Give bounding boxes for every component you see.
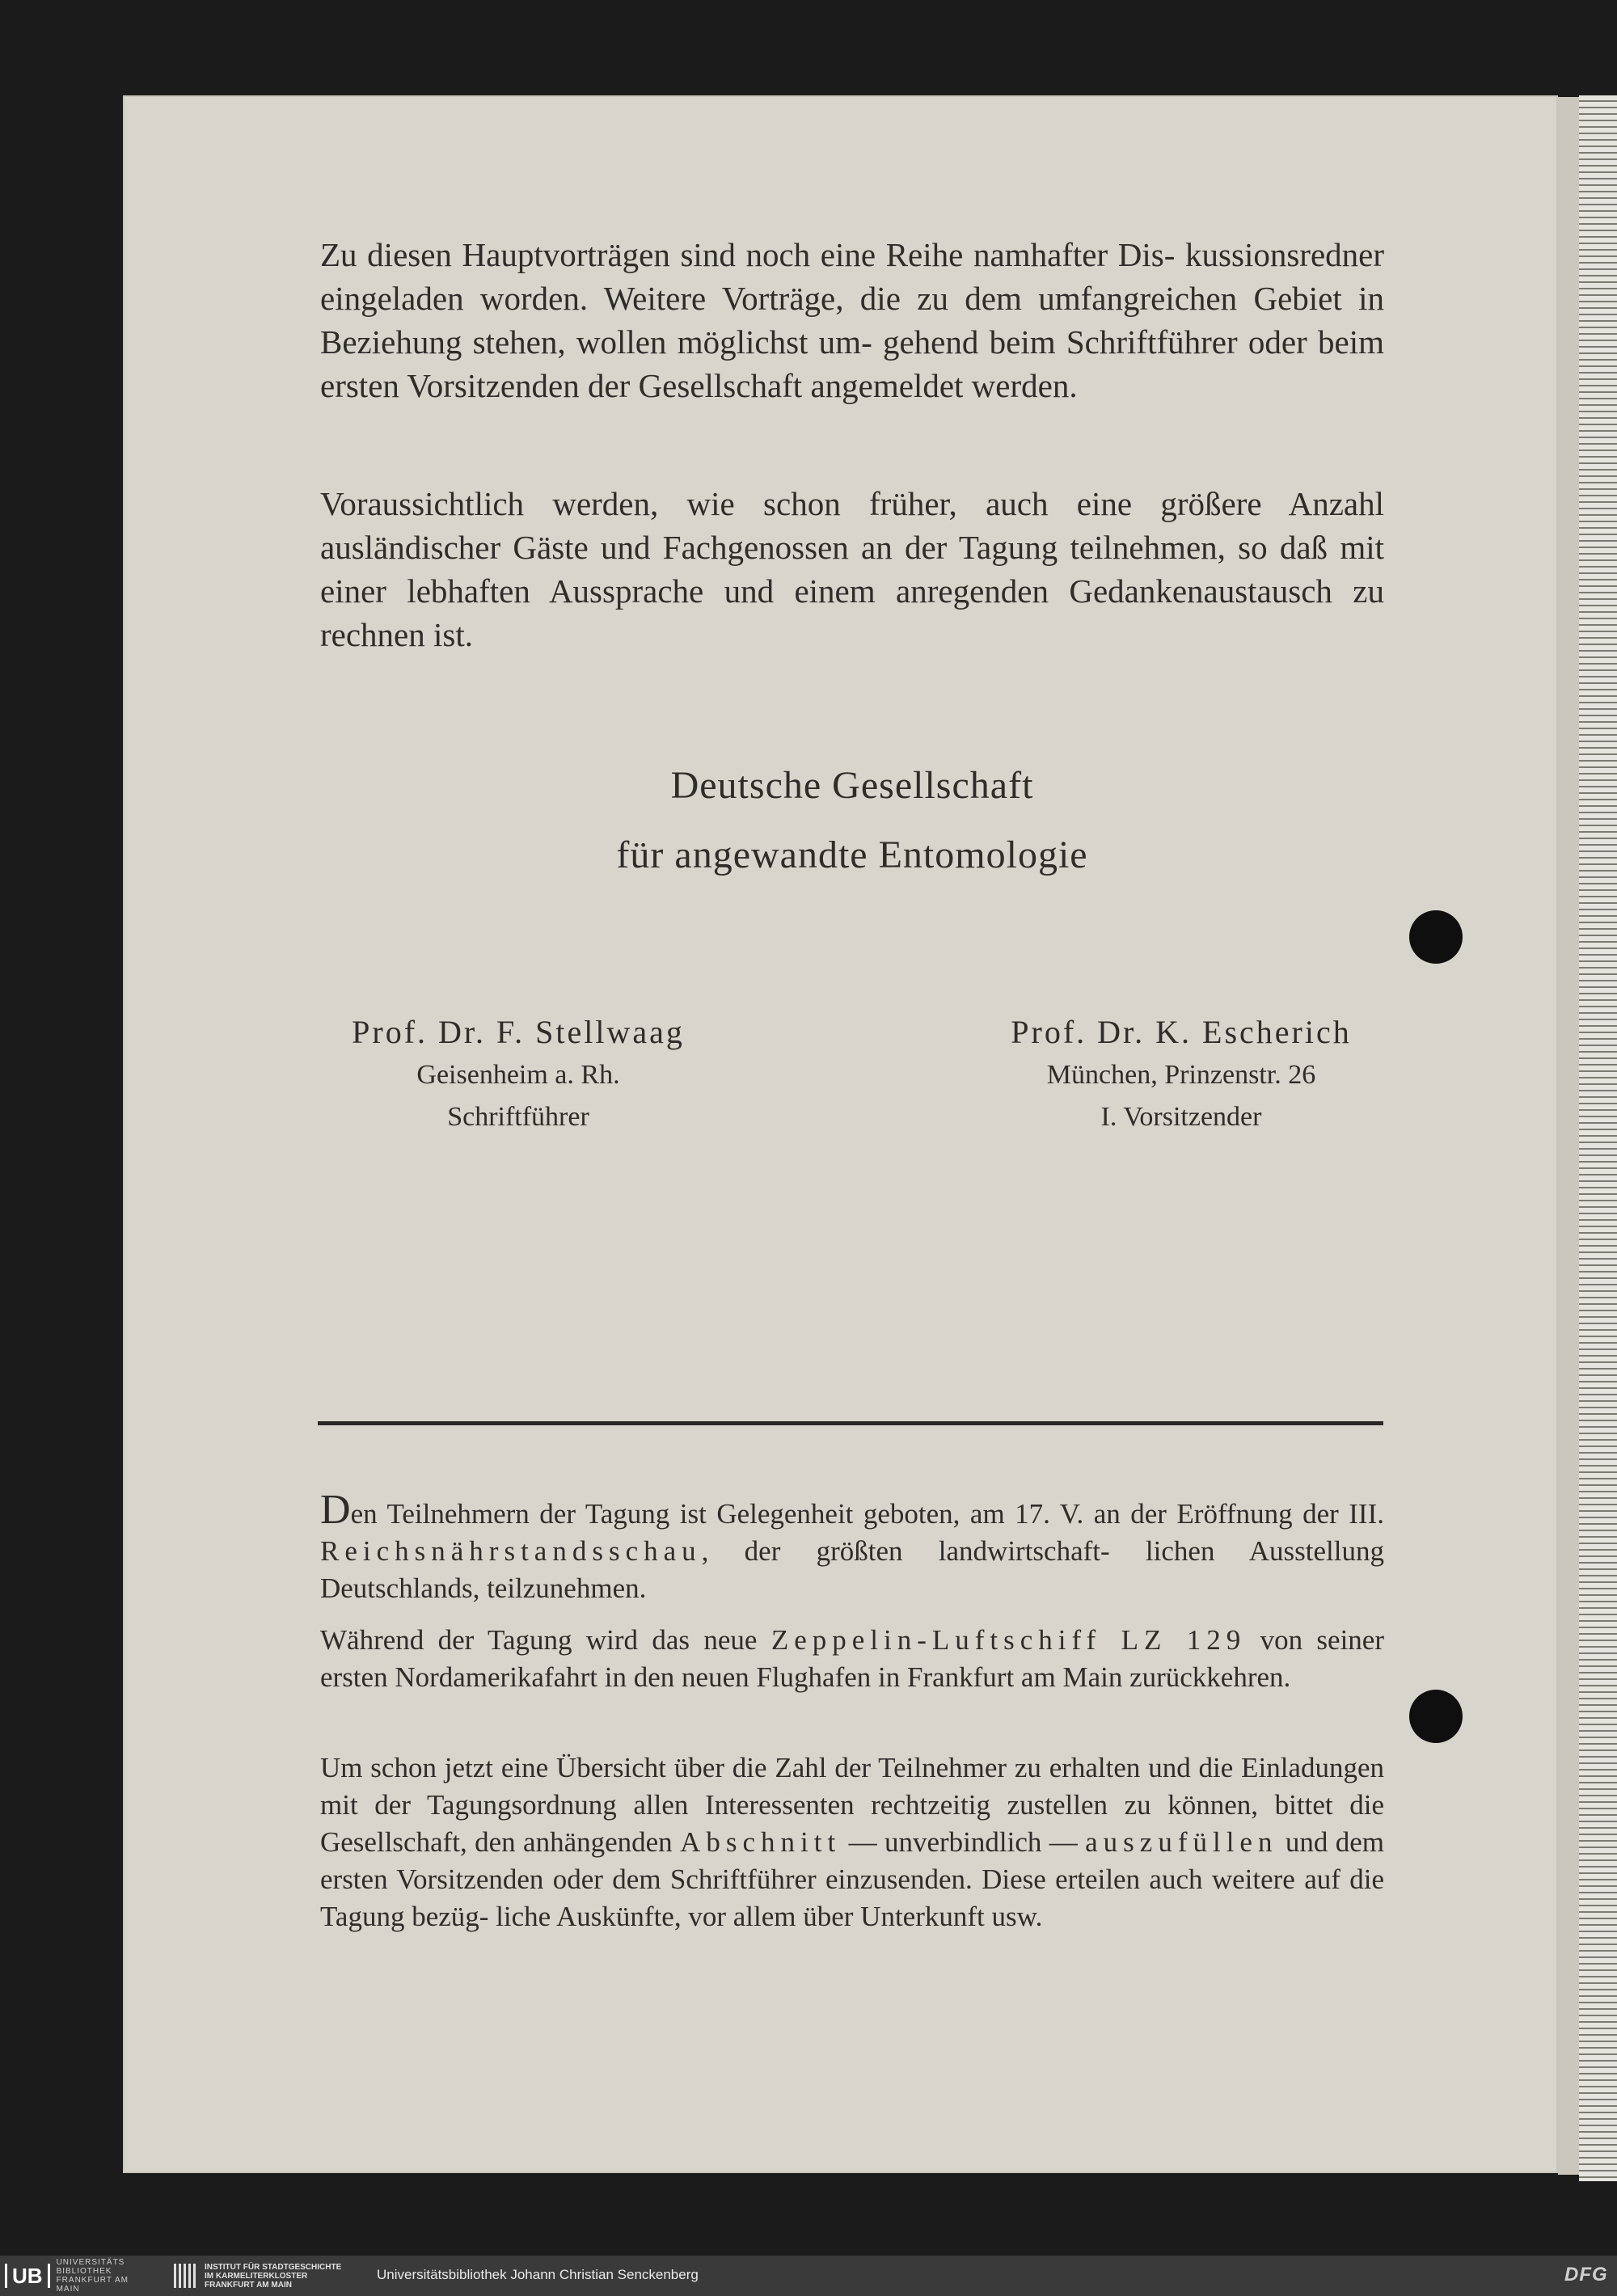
signature-right-role: I. Vorsitzender: [1100, 1102, 1262, 1132]
signature-left-name: Prof. Dr. F. Stellwaag: [352, 1014, 685, 1050]
signature-left-role: Schriftführer: [447, 1102, 589, 1132]
ub-logo-text: UNIVERSITÄTS BIBLIOTHEK FRANKFURT AM MAIN: [56, 2258, 129, 2294]
institute-logo-text: INSTITUT FÜR STADTGESCHICHTE IM KARMELITERKLOSTER FRANKFURT AM MAIN: [205, 2262, 342, 2290]
signature-right-place: München, Prinzenstr. 26: [1046, 1060, 1316, 1090]
note-paragraph-2: [320, 1622, 1384, 1696]
note-1-text-b: , der größten landwirtschaft- lichen Ausstellung Deutschlands, teilzunehmen.: [320, 1535, 1384, 1604]
note-3-text-c: und dem ersten Vorsitzenden oder dem Schriftführer einzusenden. Diese erteilen auch weitere auf die Tagung bezüg- liche Auskünfte, vor allem über Unterkunft usw.: [320, 1826, 1384, 1932]
signature-left: [312, 1011, 724, 1138]
section-divider: [318, 1421, 1383, 1425]
dfg-logo[interactable]: DFG: [1564, 2264, 1608, 2285]
punch-hole-lower: [1409, 1690, 1463, 1743]
ub-logo[interactable]: [5, 2258, 146, 2294]
note-3-text-a: Um schon jetzt eine Übersicht über die Zahl der Teilnehmer zu erhalten und die Einladungen mit der Tagungsordnung allen Interessenten rechtzeitig zustellen zu können, bittet die Gesellschaft, den anhängenden: [320, 1752, 1384, 1858]
signature-right-name: Prof. Dr. K. Escherich: [1011, 1014, 1352, 1050]
binding-strip: [1579, 95, 1617, 2181]
society-name-line-2: für angewandte Entomologie: [616, 834, 1088, 876]
drop-cap: D: [320, 1487, 351, 1533]
intro-paragraph-1: Zu diesen Hauptvorträgen sind noch eine Reihe namhafter Dis- kussionsredner eingeladen worden. Weitere Vorträge, die zu dem umfangreichen Gebiet in Beziehung stehen, wollen möglichst um- gehend beim Schriftführer oder beim ersten Vorsitzenden der Gesellschaft angemeldet werden.: [320, 236, 1384, 404]
signature-left-place: Geisenheim a. Rh.: [416, 1060, 620, 1090]
note-3-spaced-1: Abschnitt: [680, 1826, 842, 1858]
society-name-line-1: Deutsche Gesellschaft: [670, 764, 1034, 807]
note-3-spaced-2: auszufüllen: [1085, 1826, 1278, 1858]
note-1-text-a: en Teilnehmern der Tagung ist Gelegenheit geboten, am 17. V. an der Eröffnung der III.: [350, 1498, 1384, 1530]
note-2-text-a: Während der Tagung wird das neue: [320, 1624, 771, 1656]
note-1-spaced: Reichsnährstandsschau: [320, 1535, 702, 1567]
intro-paragraph-2: Voraussichtlich werden, wie schon früher, auch eine größere Anzahl ausländischer Gäste und Fachgenossen an der Tagung teilnehmen, so daß mit einer lebhaften Aussprache und einem anregenden Gedankenaustausch zu rechnen ist.: [320, 485, 1384, 653]
ub-logo-mark: UB: [5, 2264, 50, 2288]
viewer-footer: [0, 2256, 1617, 2296]
signature-right: [967, 1011, 1395, 1138]
note-3-text-b: — unverbindlich —: [841, 1826, 1086, 1858]
institute-logo-icon: [174, 2264, 198, 2288]
library-name: Universitätsbibliothek Johann Christian Senckenberg: [377, 2267, 699, 2282]
note-2-text-b: von seiner ersten Nordamerikafahrt in den neuen Flughafen in Frankfurt am Main zurückkehren.: [320, 1624, 1384, 1693]
page-edge: [1558, 97, 1579, 2175]
institute-logo[interactable]: [174, 2262, 342, 2290]
note-2-spaced: Zeppelin-Luftschiff LZ 129: [771, 1624, 1247, 1656]
note-paragraph-3: [320, 1749, 1384, 1935]
punch-hole-upper: [1409, 910, 1463, 964]
note-paragraph-1: [320, 1489, 1384, 1607]
